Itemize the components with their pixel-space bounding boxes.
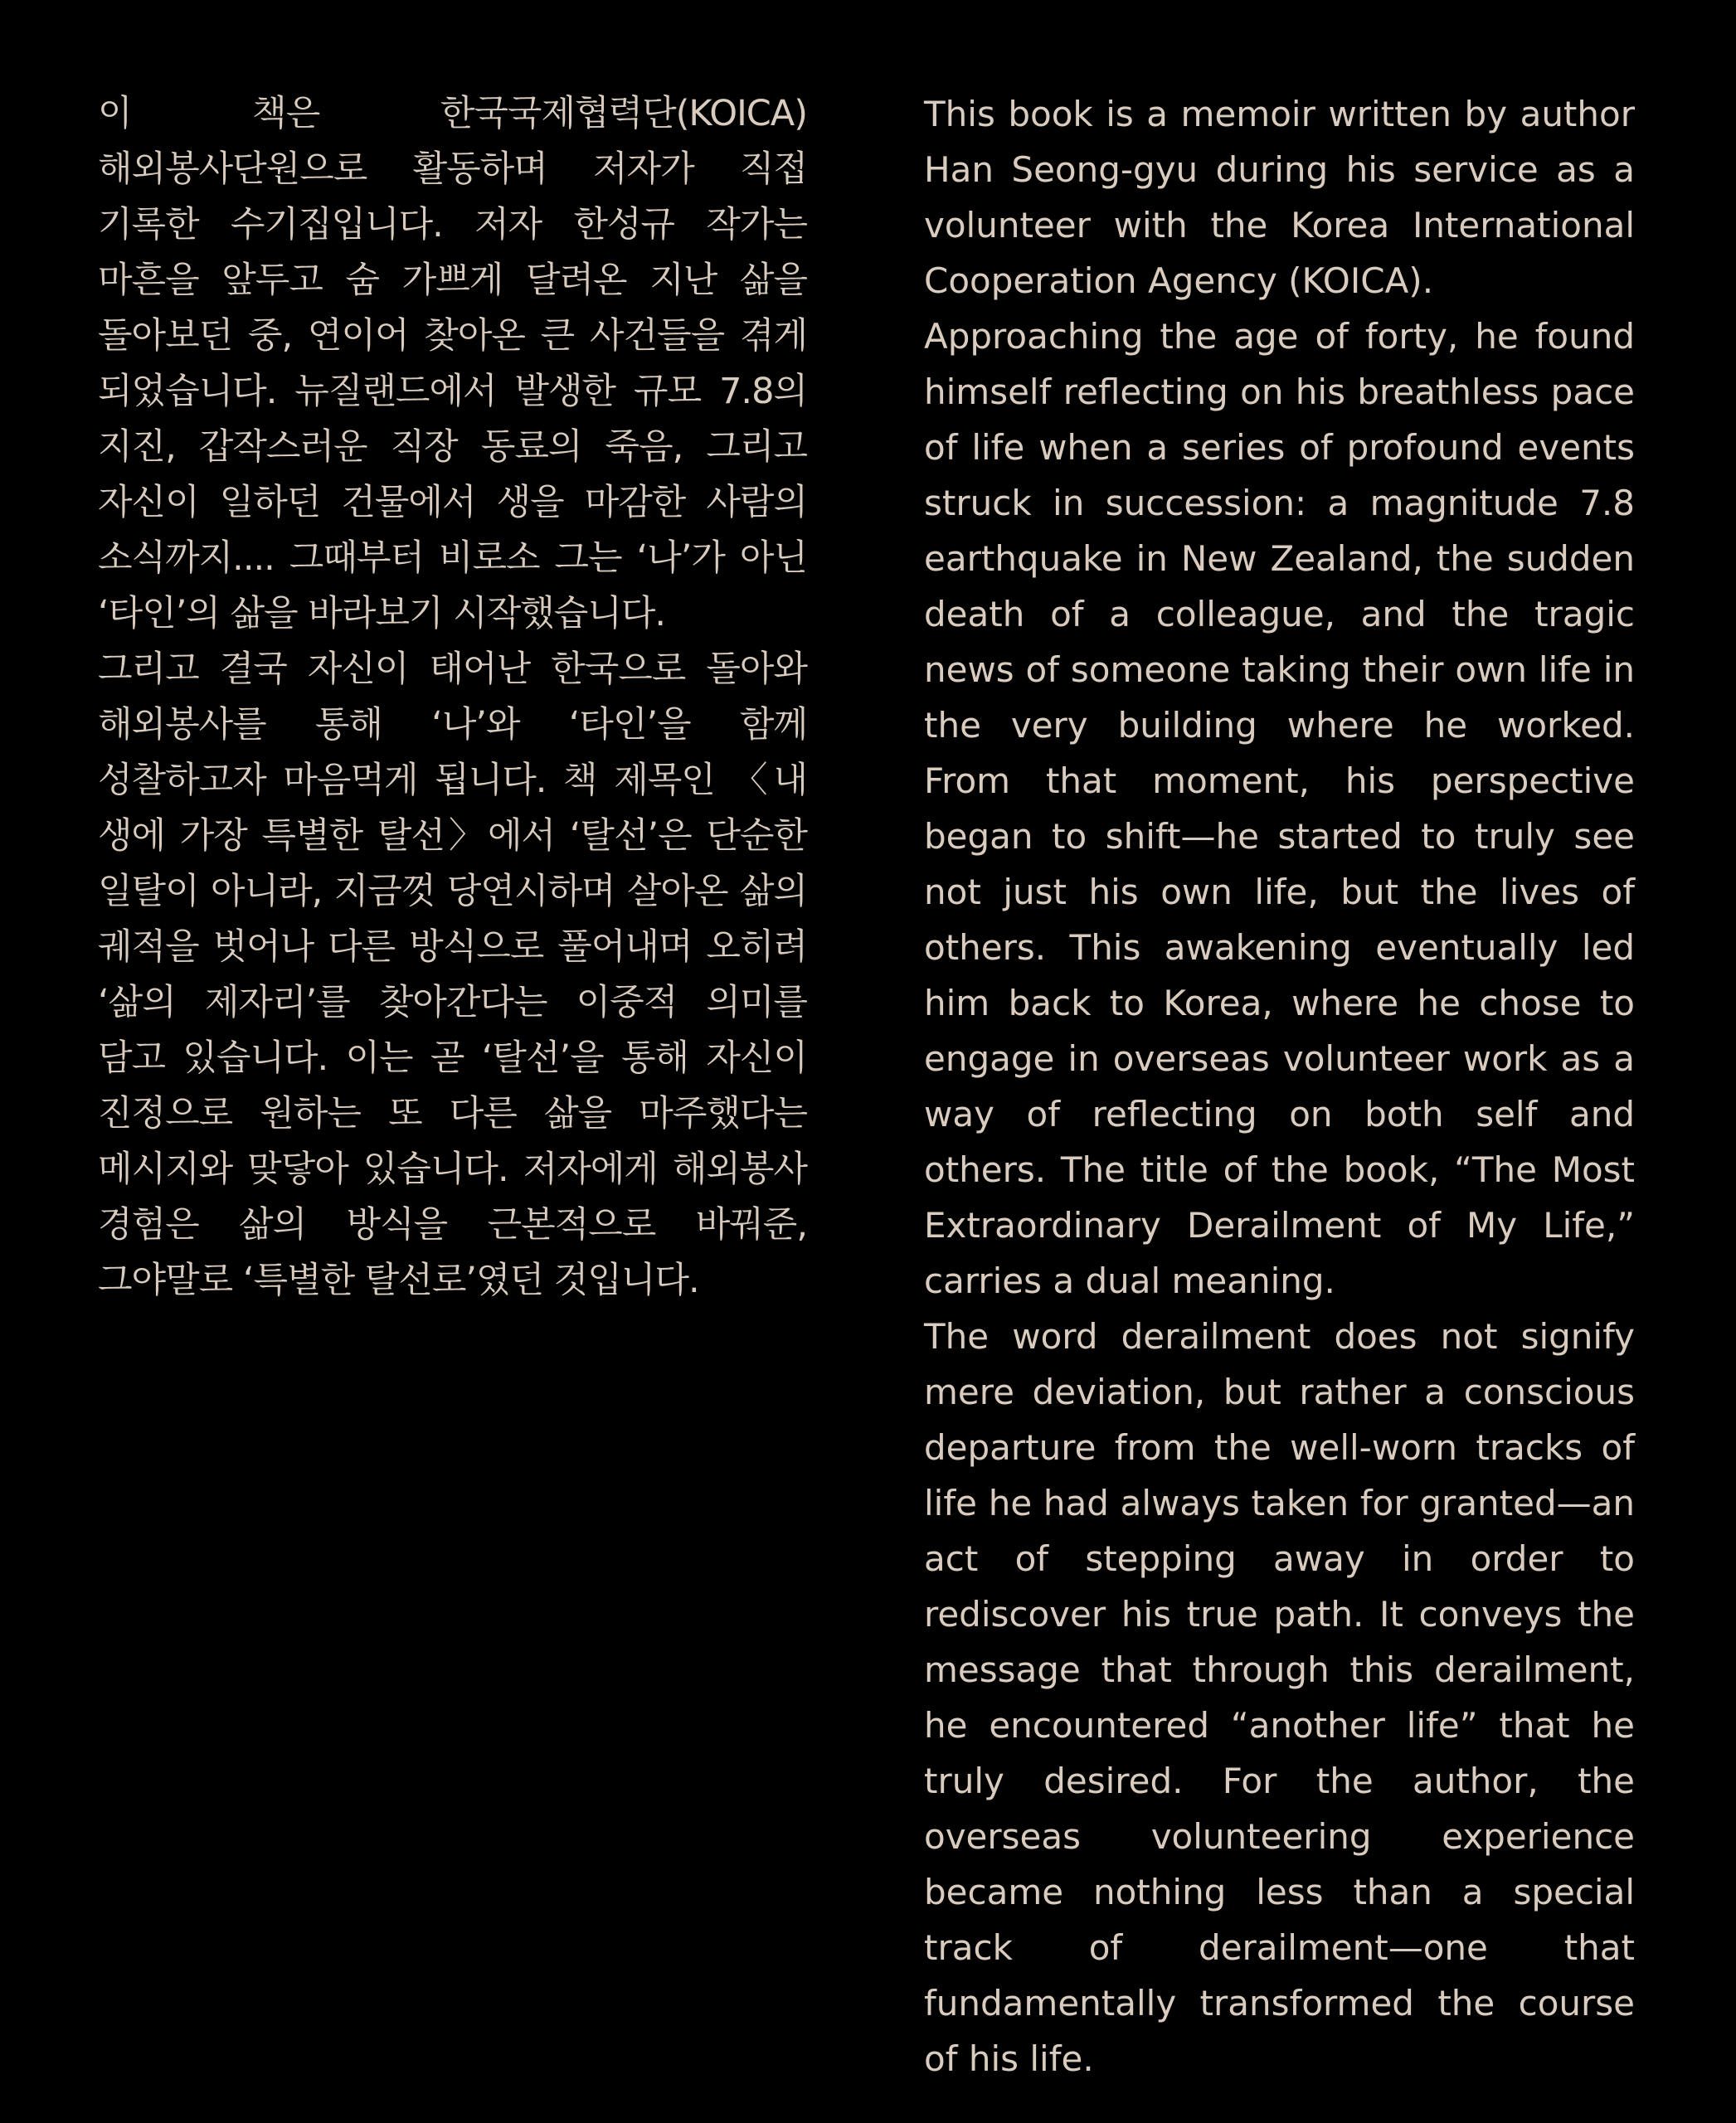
korean-paragraph-2: 그리고 결국 자신이 태어난 한국으로 돌아와 해외봉사를 통해 ‘나’와 ‘타인’을 함께 성찰하고자 마음먹게 됩니다. 책 제목인 〈내 생에 가장 특별한 탈선〉에서 ‘탈선’은 단순한 일탈이 아니라, 지금껏 당연시하며 살아온 삶의 궤적을 벗어나 다른 방식으로 풀어내며 오히려 ‘삶의 제자리’를 찾아간다는 이중적 의미를 담고 있습니다. 이는 곧 ‘탈선’을 통해 자신이 진정으로 원하는 또 다른 삶을 마주했다는 메시지와 맞닿아 있습니다. 저자에게 해외봉사 경험은 삶의 방식을 근본적으로 바꿔준, 그야말로 ‘특별한 탈선로’였던 것입니다. (98, 649, 807, 1301)
english-paragraph-3: The word derailment does not signify mere deviation, but rather a conscious departure from the well-worn tracks of life he had always taken for granted—an act of stepping away in order to rediscover his true path. It conveys the message that through this derailment, he encountered “another life” that he truly desired. For the author, the overseas volunteering experience became nothing less than a special track of derailment—one that fundamentally transformed the course of his life. (924, 1316, 1635, 2079)
english-paragraph-1: This book is a memoir written by author Han Seong-gyu during his service as a volunteer with the Korea International Cooperation Agency (KOICA). (924, 94, 1635, 301)
english-description-column (924, 86, 1635, 2087)
korean-paragraph-1: 이 책은 한국국제협력단(KOICA) 해외봉사단원으로 활동하며 저자가 직접 기록한 수기집입니다. 저자 한성규 작가는 마흔을 앞두고 숨 가쁘게 달려온 지난 삶을 돌아보던 중, 연이어 찾아온 큰 사건들을 겪게 되었습니다. 뉴질랜드에서 발생한 규모 7.8의 지진, 갑작스러운 직장 동료의 죽음, 그리고 자신이 일하던 건물에서 생을 마감한 사람의 소식까지.... 그때부터 비로소 그는 ‘나’가 아닌 ‘타인’의 삶을 바라보기 시작했습니다. (98, 93, 807, 634)
korean-description-column (98, 86, 807, 1309)
english-paragraph-2: Approaching the age of forty, he found himself reflecting on his breathless pace of life when a series of profound events struck in succession: a magnitude 7.8 earthquake in New Zealand, the sudden death of a colleague, and the tragic news of someone taking their own life in the very building where he worked. From that moment, his perspective began to shift—he started to truly see not just his own life, but the lives of others. This awakening eventually led him back to Korea, where he chose to engage in overseas volunteer work as a way of reflecting on both self and others. The title of the book, “The Most Extraordinary Derailment of My Life,” carries a dual meaning. (924, 316, 1635, 1301)
